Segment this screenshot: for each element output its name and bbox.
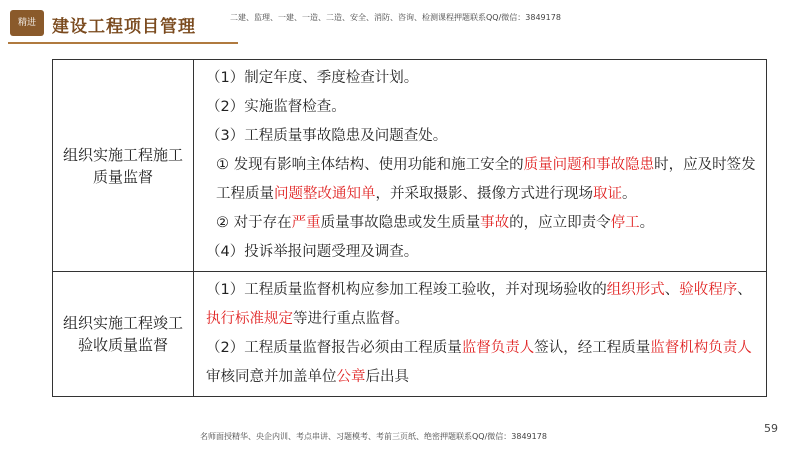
body-line bbox=[206, 151, 758, 209]
body-line bbox=[206, 93, 758, 122]
table-row-completion-acceptance bbox=[53, 272, 767, 397]
body-text: 、 bbox=[737, 282, 752, 298]
body-text: （2）实施监督检查。 bbox=[206, 99, 346, 115]
highlighted-text: 问题整改通知单 bbox=[274, 186, 376, 202]
row-body bbox=[194, 60, 767, 272]
logo-text: 精进 bbox=[17, 18, 36, 28]
brand-title: 建设工程项目管理 bbox=[52, 17, 196, 37]
body-text: ，并采取摄影、摄像方式进行现场 bbox=[375, 186, 593, 202]
body-text: 等进行重点监督。 bbox=[293, 311, 409, 327]
body-text: （1）工程质量监督机构应参加工程竣工验收，并对现场验收的 bbox=[206, 282, 607, 298]
body-text: ② 对于存在 bbox=[216, 215, 292, 231]
body-line bbox=[206, 209, 758, 238]
highlighted-text: 监督负责人 bbox=[461, 340, 535, 356]
body-text: 后出具 bbox=[365, 369, 409, 385]
body-text: 签认，经工程质量 bbox=[534, 340, 651, 356]
highlighted-text: 严重 bbox=[291, 215, 321, 231]
highlighted-text: 停工 bbox=[610, 215, 640, 231]
header-underline bbox=[8, 42, 238, 44]
body-text: 质量事故隐患或发生质量 bbox=[320, 215, 481, 231]
slide-header bbox=[0, 0, 800, 44]
body-text: （3）工程质量事故隐患及问题查处。 bbox=[206, 128, 448, 144]
body-text: 。 bbox=[639, 215, 655, 231]
table-row-construction-supervision bbox=[53, 60, 767, 272]
body-line bbox=[206, 64, 758, 93]
body-line bbox=[206, 334, 758, 392]
brand-logo bbox=[10, 10, 44, 36]
row-label: 组织实施工程竣工验收质量监督 bbox=[53, 272, 194, 397]
highlighted-text: 组织形式 bbox=[606, 282, 665, 298]
highlighted-text: 验收程序 bbox=[679, 282, 738, 298]
body-text: 时，应及时签发工程质量 bbox=[216, 157, 756, 202]
content-table bbox=[52, 59, 767, 397]
body-text: ① 发现有影响主体结构、使用功能和施工安全的 bbox=[216, 157, 524, 173]
highlighted-text: 执行标准规定 bbox=[206, 311, 293, 327]
body-text: 。 bbox=[622, 186, 637, 202]
body-text: 审核同意并加盖单位 bbox=[206, 369, 337, 385]
highlighted-text: 监督机构负责人 bbox=[650, 340, 752, 356]
row-body bbox=[194, 272, 767, 397]
body-text: （4）投诉举报问题受理及调查。 bbox=[206, 244, 419, 260]
highlighted-text: 质量问题和事故隐患 bbox=[523, 157, 655, 173]
body-line bbox=[206, 238, 758, 267]
bottom-contact-note: 名师面授精华、央企内训、考点串讲、习题模考、考前三页纸、绝密押题联系QQ/微信：3849178 bbox=[200, 432, 547, 441]
body-line bbox=[206, 122, 758, 151]
body-text: （2）工程质量监督报告必须由工程质量 bbox=[206, 340, 462, 356]
highlighted-text: 公章 bbox=[336, 369, 366, 385]
page-number: 59 bbox=[764, 422, 778, 435]
highlighted-text: 取证 bbox=[593, 186, 622, 202]
body-text: （1）制定年度、季度检查计划。 bbox=[206, 70, 419, 86]
body-text: 的，应立即责令 bbox=[509, 215, 611, 231]
body-line bbox=[206, 276, 758, 334]
highlighted-text: 事故 bbox=[480, 215, 510, 231]
top-contact-note: 二建、监理、一建、一造、二造、安全、消防、咨询、检测课程押题联系QQ/微信：3849178 bbox=[230, 13, 561, 22]
body-text: 、 bbox=[664, 282, 680, 298]
row-label: 组织实施工程施工质量监督 bbox=[53, 60, 194, 272]
